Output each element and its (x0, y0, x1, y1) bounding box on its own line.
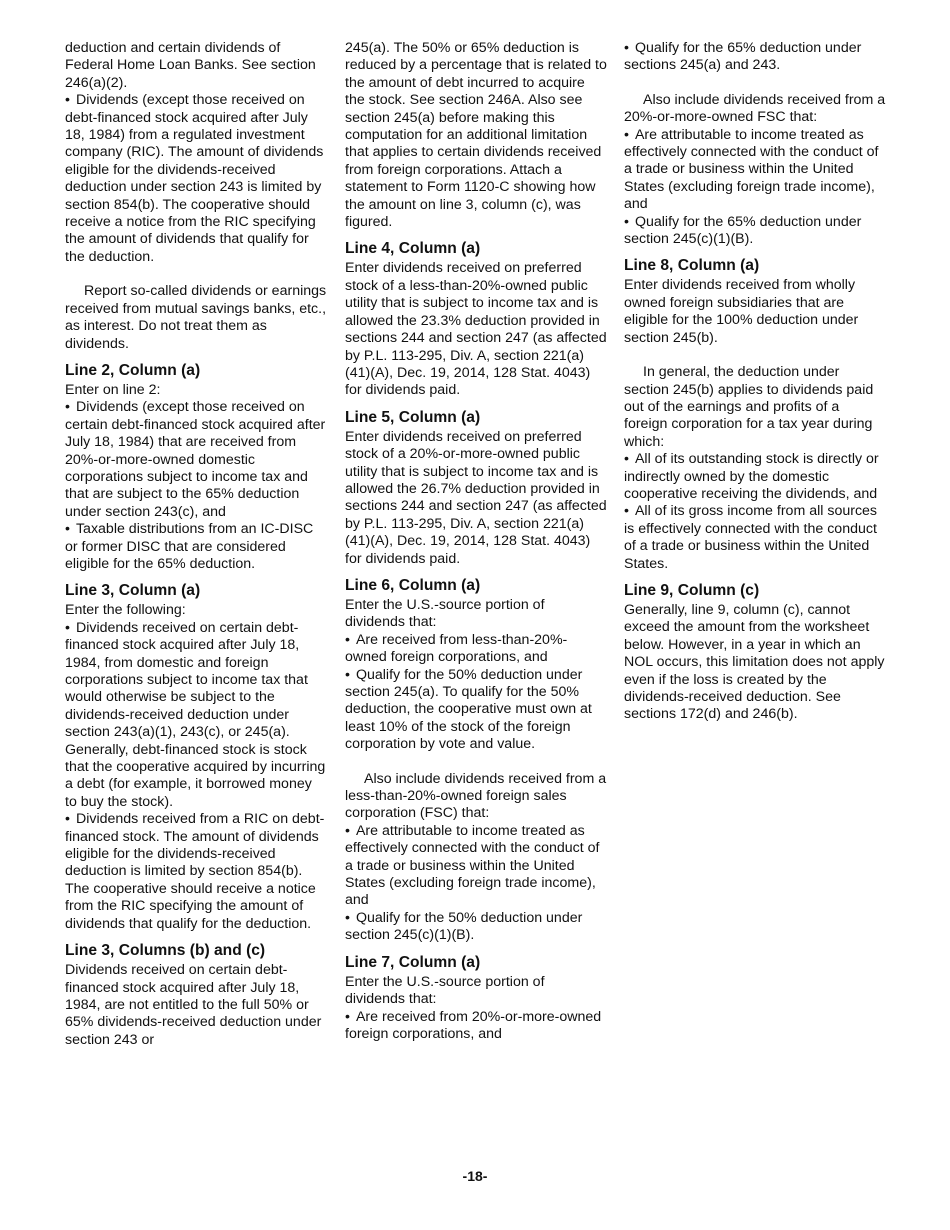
paragraph: Enter dividends received from wholly owned foreign subsidiaries that are eligible for the 100% deduction under section 245(b). (624, 277, 859, 346)
bullet-item: • Are received from less-than-20%-owned foreign corporations, and (345, 632, 607, 667)
paragraph: Enter on line 2: (65, 381, 161, 398)
bullet-item: • All of its gross income from all sources is effectively connected with the conduct of a trade or business within the United States. (624, 503, 886, 573)
paragraph: Enter the U.S.-source portion of dividends that: (345, 973, 545, 1008)
bullet-item: • Dividends received from a RIC on debt-financed stock. The amount of dividends eligible for the dividends-received deduction is limited by section 854(b). The cooperative should receive a notice from the RIC specifying the amount of dividends that qualify for the deduction. (65, 811, 327, 933)
heading-line-3-column-a: Line 3, Column (a) (65, 582, 201, 600)
heading-line-8-column-a: Line 8, Column (a) (624, 257, 760, 275)
paragraph: Also include dividends received from a less-than-20%-owned foreign sales corporation (FSC) that: (345, 770, 607, 822)
column-right (624, 40, 886, 724)
column-left (65, 40, 327, 1049)
page-number: -18- (462, 1168, 488, 1184)
column-middle (345, 40, 607, 1043)
paragraph: Enter dividends received on preferred stock of a less-than-20%-owned public utility that is subject to income tax and is allowed the 23.3% deduction provided in sections 244 and section 247 (as affected by P.L. 113-295, Div. A, section 221(a)(41)(A), Dec. 19, 2014, 128 Stat. 4043) for dividends paid. (345, 260, 607, 399)
paragraph: Enter dividends received on preferred stock of a 20%-or-more-owned public utility that is subject to income tax and is allowed the 26.7% deduction provided in sections 244 and section 247 (as affected by P.L. 113-295, Div. A, section 221(a)(41)(A), Dec. 19, 2014, 128 Stat. 4043) for dividends paid. (345, 428, 607, 567)
paragraph: Also include dividends received from a 20%-or-more-owned FSC that: (624, 91, 886, 126)
paragraph: Dividends received on certain debt-financed stock acquired after July 18, 1984, are not entitled to the full 50% or 65% dividends-received deduction under section 243 or (65, 962, 322, 1048)
paragraph: Report so-called dividends or earnings received from mutual savings banks, etc., as interest. Do not treat them as dividends. (65, 283, 327, 352)
bullet-item: • Qualify for the 50% deduction under section 245(c)(1)(B). (345, 910, 607, 945)
paragraph: 245(a). The 50% or 65% deduction is reduced by a percentage that is related to the amount of debt incurred to acquire the stock. See section 246A. Also see section 245(a) before making this computation for an additional limitation that applies to certain dividends received from foreign corporations. Attach a statement to Form 1120-C showing how the amount on line 3, column (c), was figured. (345, 40, 607, 231)
heading-line-4-column-a: Line 4, Column (a) (345, 240, 481, 258)
bullet-item: • Dividends (except those received on debt-financed stock acquired after July 18, 1984) from a regulated investment company (RIC). The amount of dividends eligible for the dividends-received deduction under section 243 is limited by section 854(b). The cooperative should receive a notice from the RIC specifying the amount of dividends that qualify for the deduction. (65, 92, 327, 266)
heading-line-2-column-a: Line 2, Column (a) (65, 361, 201, 379)
paragraph: Enter the following: (65, 602, 186, 619)
heading-line-5-column-a: Line 5, Column (a) (345, 408, 481, 426)
heading-line-6-column-a: Line 6, Column (a) (345, 576, 481, 594)
heading-line-7-column-a: Line 7, Column (a) (345, 953, 481, 971)
bullet-item: • Qualify for the 65% deduction under section 245(c)(1)(B). (624, 214, 886, 249)
bullet-item: • Are attributable to income treated as effectively connected with the conduct of a trade or business within the United States (excluding foreign trade income), and (624, 127, 886, 214)
bullet-item: • Are attributable to income treated as effectively connected with the conduct of a trade or business within the United States (excluding foreign trade income), and (345, 823, 607, 910)
paragraph: Enter the U.S.-source portion of dividends that: (345, 596, 545, 631)
paragraph: deduction and certain dividends of Federal Home Loan Banks. See section 246(a)(2). (65, 40, 316, 91)
heading-line-3-columns-b-c: Line 3, Columns (b) and (c) (65, 942, 266, 960)
bullet-item: • Dividends received on certain debt-financed stock acquired after July 18, 1984, from domestic and foreign corporations subject to income tax that would otherwise be subject to the dividends-received deduction under section 243(a)(1), 243(c), or 245(a). Generally, debt-financed stock is stock that the cooperative acquired by incurring a debt (for example, it borrowed money to buy the stock). (65, 620, 327, 811)
bullet-item: • Are received from 20%-or-more-owned foreign corporations, and (345, 1009, 607, 1044)
heading-line-9-column-c: Line 9, Column (c) (624, 581, 760, 599)
bullet-item: • Taxable distributions from an IC-DISC or former DISC that are considered eligible for the 65% deduction. (65, 521, 327, 573)
bullet-item: • All of its outstanding stock is directly or indirectly owned by the domestic cooperative receiving the dividends, and (624, 451, 886, 503)
paragraph: Generally, line 9, column (c), cannot exceed the amount from the worksheet below. However, in a year in which an NOL occurs, this limitation does not apply even if the loss is created by the dividends-received deduction. See sections 172(d) and 246(b). (624, 601, 885, 723)
bullet-item: • Qualify for the 65% deduction under sections 245(a) and 243. (624, 40, 886, 75)
paragraph: In general, the deduction under section 245(b) applies to dividends paid out of the earnings and profits of a foreign corporation for a tax year during which: (624, 364, 874, 450)
bullet-item: • Qualify for the 50% deduction under section 245(a). To qualify for the 50% deduction, the cooperative must own at least 10% of the stock of the foreign corporation by vote and value. (345, 667, 607, 754)
bullet-item: • Dividends (except those received on certain debt-financed stock acquired after July 18, 1984) that are received from 20%-or-more-owned domestic corporations subject to income tax and that are subject to the 65% deduction under section 243(c), and (65, 399, 327, 521)
